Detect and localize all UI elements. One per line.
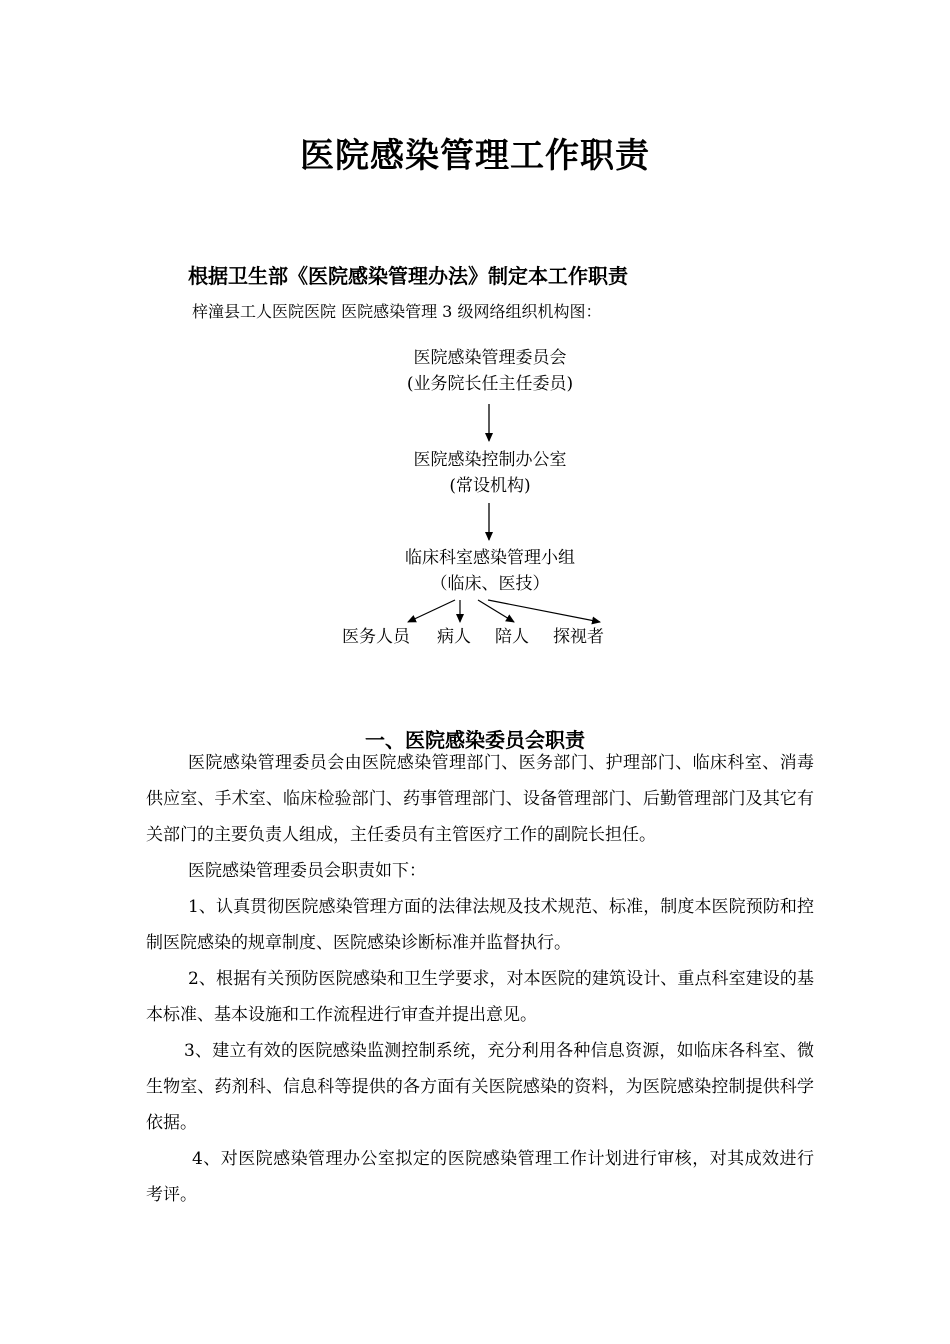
section1-paragraph-item3: 3、建立有效的医院感染监测控制系统，充分利用各种信息资源，如临床各科室、微生物室、药剂科、信息科等提供的各方面有关医院感染的资料，为医院感染控制提供科学依据。 (146, 1041, 814, 1133)
network-caption: 梓潼县工人医院医院 医院感染管理 3 级网络组织机构图： (192, 302, 602, 321)
org-level1-name: 医院感染管理委员会 (413, 348, 567, 368)
arrow-to-visitors (488, 600, 600, 622)
arrow-to-medical-staff (408, 600, 455, 622)
document-title: 医院感染管理工作职责 (300, 136, 650, 176)
org-target-visitors: 探视者 (553, 627, 604, 647)
section1-paragraph-item1: 1、认真贯彻医院感染管理方面的法律法规及技术规范、标准，制度本医院预防和控制医院感染的规章制度、医院感染诊断标准并监督执行。 (146, 897, 814, 953)
org-target-medical-staff: 医务人员 (342, 627, 410, 647)
section1-paragraph-composition: 医院感染管理委员会由医院感染管理部门、医务部门、护理部门、临床科室、消毒供应室、手术室、临床检验部门、药事管理部门、设备管理部门、后勤管理部门及其它有关部门的主要负责人组成，主任委员有主管医疗工作的副院长担任。 (146, 753, 814, 845)
org-level2-note: (常设机构) (449, 476, 531, 496)
org-target-patients: 病人 (437, 627, 471, 647)
org-level3-name: 临床科室感染管理小组 (405, 548, 575, 568)
section1-paragraph-duties-intro: 医院感染管理委员会职责如下： (188, 861, 426, 881)
org-level1-note: (业务院长任主任委员) (406, 374, 574, 394)
basis-statement: 根据卫生部《医院感染管理办法》制定本工作职责 (188, 264, 628, 288)
section1-paragraph-item2: 2、根据有关预防医院感染和卫生学要求，对本医院的建筑设计、重点科室建设的基本标准、基本设施和工作流程进行审查并提出意见。 (146, 969, 814, 1025)
org-level2-name: 医院感染控制办公室 (413, 450, 567, 470)
section1-paragraph-item4: 4、对医院感染管理办公室拟定的医院感染管理工作计划进行审核，对其成效进行考评。 (146, 1149, 814, 1205)
section1-heading: 一、医院感染委员会职责 (365, 728, 585, 752)
org-level3-note: （临床、医技） (430, 574, 550, 594)
org-target-escorts: 陪人 (495, 627, 529, 647)
arrow-to-escorts (478, 600, 514, 622)
